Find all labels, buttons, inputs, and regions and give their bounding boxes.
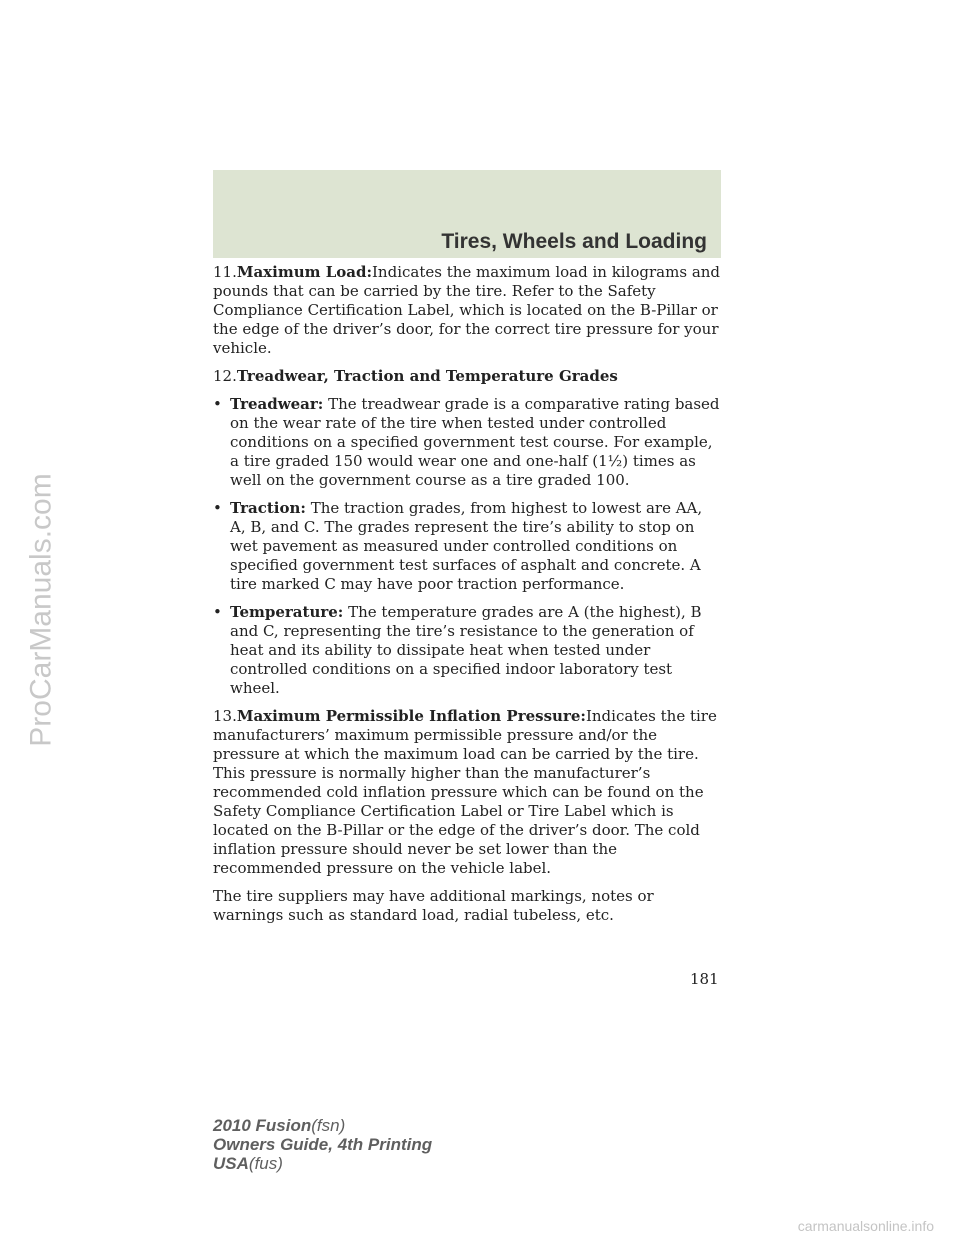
bullet-temperature bbox=[213, 603, 721, 698]
item-13-text: Indicates the tire manufacturers’ maximum permissible pressure and/or the pressure at which the maximum load can be carried by the tire. This pressure is normally higher than the manufacturer’s recommended cold inflation pressure which can be found on the Safety Compliance Certification Label or Tire Label which is located on the B-Pillar or the edge of the driver’s door. The cold inflation pressure should never be set lower than the recommended pressure on the vehicle label. bbox=[213, 707, 717, 877]
bullet-traction-text: The traction grades, from highest to lowest are AA, A, B, and C. The grades represent the tire’s ability to stop on wet pavement as measured under controlled conditions on specified government test surfaces of asphalt and concrete. A tire marked C may have poor traction performance. bbox=[230, 499, 703, 593]
item-12-label: Treadwear, Traction and Temperature Grades bbox=[236, 367, 618, 385]
bullet-treadwear-label: Treadwear: bbox=[230, 395, 324, 413]
item-11-text: Indicates the maximum load in kilograms and pounds that can be carried by the tire. Refer to the Safety Compliance Certification Label, which is located on the B-Pillar or the edge of the driver’s door, for the correct tire pressure for your vehicle. bbox=[213, 263, 721, 357]
bullet-treadwear bbox=[213, 395, 721, 490]
bullet-temperature-label: Temperature: bbox=[230, 603, 344, 621]
section-header-band bbox=[213, 170, 721, 258]
page-number: 181 bbox=[690, 970, 719, 988]
footer-model-code: (fsn) bbox=[311, 1116, 346, 1135]
footer-market: USA bbox=[213, 1154, 249, 1173]
section-title: Tires, Wheels and Loading bbox=[441, 230, 707, 253]
bullet-temperature-text: The temperature grades are A (the highest), B and C, representing the tire’s resistance to the generation of heat and its ability to dissipate heat when tested under controlled conditions on a specified indoor laboratory test wheel. bbox=[230, 603, 702, 697]
page-content bbox=[213, 263, 721, 934]
item-13-number: 13. bbox=[213, 707, 237, 725]
closing-paragraph: The tire suppliers may have additional markings, notes or warnings such as standard load, radial tubeless, etc. bbox=[213, 887, 654, 924]
footer-market-code: (fus) bbox=[248, 1154, 283, 1173]
item-11-number: 11. bbox=[213, 263, 237, 281]
bottom-watermark: carmanualsonline.info bbox=[797, 1218, 934, 1234]
footer-line-3 bbox=[213, 1154, 432, 1173]
bullet-icon: • bbox=[213, 603, 222, 621]
item-12 bbox=[213, 367, 721, 386]
bullet-treadwear-text: The treadwear grade is a comparative rating based on the wear rate of the tire when tested under controlled conditions on a specified government test course. For example, a tire graded 150 would wear one and one-half (1½) times as well on the government course as a tire graded 100. bbox=[230, 395, 720, 489]
bullet-icon: • bbox=[213, 395, 222, 413]
bullet-icon: • bbox=[213, 499, 222, 517]
item-11 bbox=[213, 263, 721, 358]
bullet-traction-label: Traction: bbox=[230, 499, 306, 517]
item-12-number: 12. bbox=[213, 367, 237, 385]
item-13-label: Maximum Permissible Inflation Pressure: bbox=[236, 707, 586, 725]
side-watermark-text: ProCarManuals.com bbox=[25, 473, 58, 747]
bullet-traction bbox=[213, 499, 721, 594]
print-footer bbox=[213, 1116, 432, 1173]
item-13 bbox=[213, 707, 721, 878]
footer-model: 2010 Fusion bbox=[213, 1116, 312, 1135]
footer-line-2: Owners Guide, 4th Printing bbox=[213, 1135, 433, 1154]
side-watermark bbox=[22, 350, 62, 870]
footer-line-1 bbox=[213, 1116, 432, 1135]
item-11-label: Maximum Load: bbox=[236, 263, 372, 281]
